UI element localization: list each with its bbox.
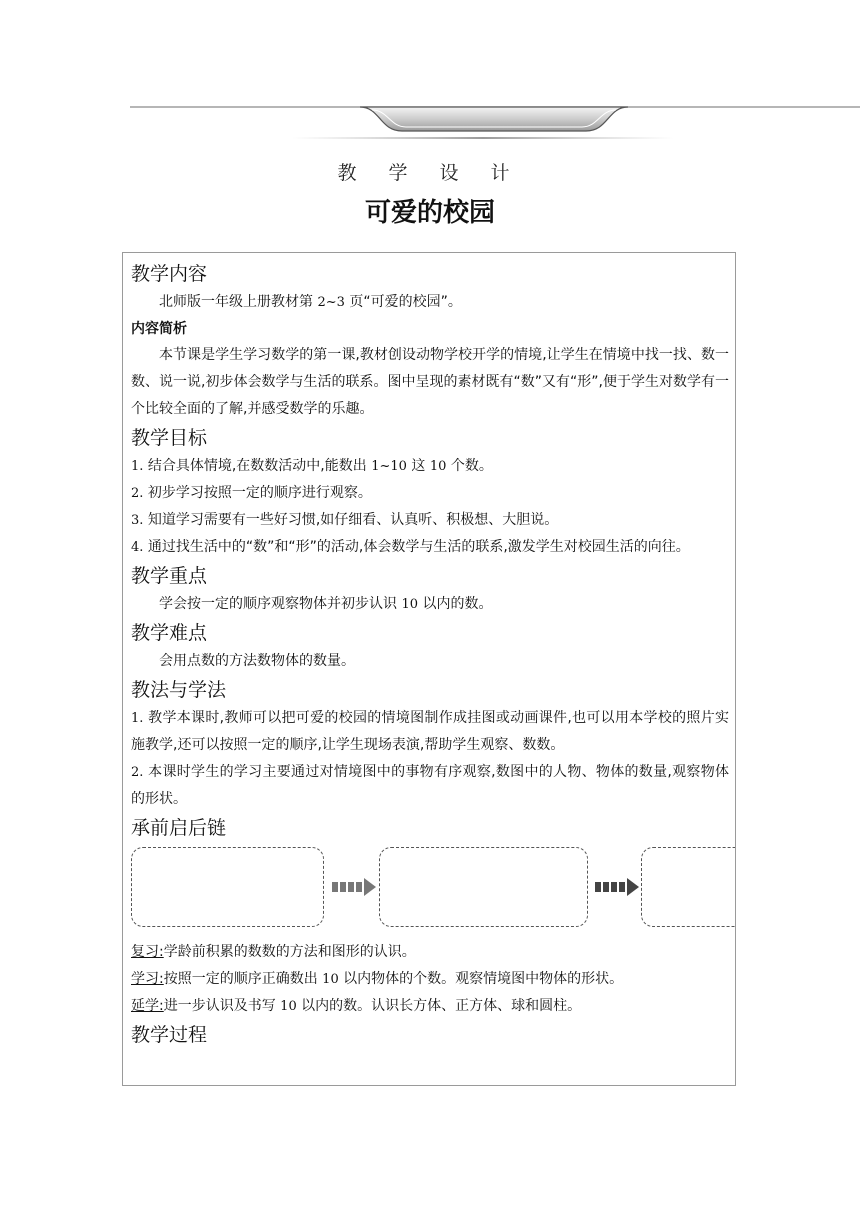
heading-links: 承前启后链 — [131, 817, 227, 839]
method-item-2: 2. 本课时学生的学习主要通过对情境图中的事物有序观察,数图中的人物、物体的数量,观察物体的形状。 — [131, 764, 729, 807]
header-ornament — [0, 95, 860, 155]
links-extend: 延学:进一步认识及书写 10 以内的数。认识长方体、正方体、球和圆柱。 — [131, 998, 582, 1014]
goal-item-2: 2. 初步学习按照一定的顺序进行观察。 — [131, 485, 372, 501]
heading-difficulties: 教学难点 — [131, 622, 208, 644]
heading-teaching-goals: 教学目标 — [131, 427, 208, 449]
links-review: 复习:学龄前积累的数数的方法和图形的认识。 — [131, 944, 416, 960]
flow-box-review — [131, 847, 324, 927]
teaching-content-text: 北师版一年级上册教材第 2~3 页“可爱的校园”。 — [159, 294, 462, 310]
lesson-plan-frame — [122, 252, 736, 1086]
review-label: 复习: — [131, 944, 164, 960]
key-points-text: 学会按一定的顺序观察物体并初步认识 10 以内的数。 — [159, 596, 493, 612]
goal-item-4: 4. 通过找生活中的“数”和“形”的活动,体会数学与生活的联系,激发学生对校园生活的向往。 — [131, 539, 690, 555]
flow-box-extend — [641, 847, 736, 927]
links-learn: 学习:按照一定的顺序正确数出 10 以内物体的个数。观察情境图中物体的形状。 — [131, 971, 624, 987]
heading-key-points: 教学重点 — [131, 565, 208, 587]
document-title: 可爱的校园 — [364, 198, 495, 228]
method-item-1: 1. 教学本课时,教师可以把可爱的校园的情境图制作成挂图或动画课件,也可以用本学校的照片实施教学,还可以按照一定的顺序,让学生现场表演,帮助学生观察、数数。 — [131, 710, 729, 753]
extend-label: 延学: — [131, 998, 164, 1014]
learn-label: 学习: — [131, 971, 164, 987]
heading-teaching-process: 教学过程 — [131, 1024, 208, 1046]
difficulties-text: 会用点数的方法数物体的数量。 — [159, 653, 355, 669]
heading-content-summary: 内容简析 — [131, 321, 187, 337]
flow-arrow-icon — [593, 878, 641, 896]
lesson-plan-content — [131, 259, 729, 1050]
goal-item-1: 1. 结合具体情境,在数数活动中,能数出 1~10 这 10 个数。 — [131, 458, 493, 474]
links-flow-diagram — [131, 845, 729, 935]
flow-arrow-icon — [330, 878, 378, 896]
goal-item-3: 3. 知道学习需要有一些好习惯,如仔细看、认真听、积极想、大胆说。 — [131, 512, 559, 528]
document-kind: 教 学 设 计 — [337, 162, 523, 184]
flow-box-learn — [379, 847, 588, 927]
content-summary-text: 本节课是学生学习数学的第一课,教材创设动物学校开学的情境,让学生在情境中找一找、数一数、说一说,初步体会数学与生活的联系。图中呈现的素材既有“数”又有“形”,便于学生对数学有一个比较全面的了解,并感受数学的乐趣。 — [131, 347, 729, 417]
heading-teaching-content: 教学内容 — [131, 263, 208, 285]
heading-methods: 教法与学法 — [131, 679, 227, 701]
